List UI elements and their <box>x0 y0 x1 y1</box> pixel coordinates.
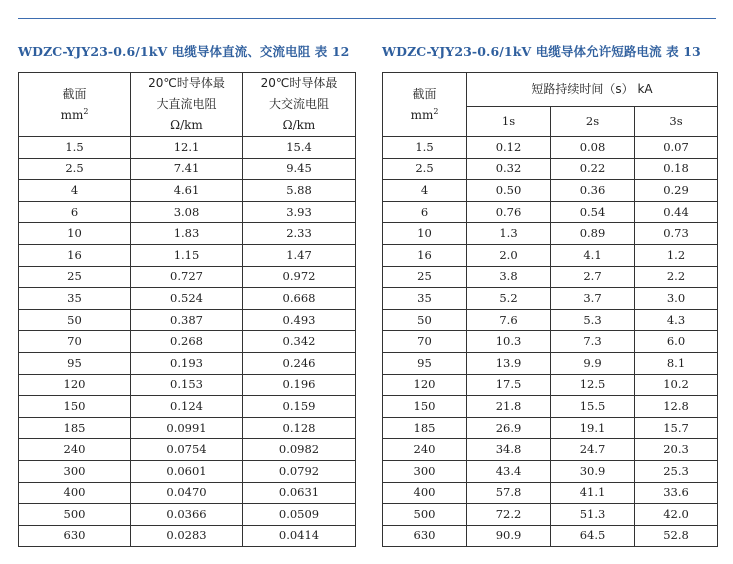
ac-resistance-cell: 0.342 <box>243 331 356 353</box>
table-row <box>19 223 356 245</box>
ac-resistance-cell: 0.972 <box>243 266 356 288</box>
dc-resistance-cell: 3.08 <box>131 201 243 223</box>
section-cell: 240 <box>19 439 131 461</box>
current-1s-cell: 2.0 <box>467 244 551 266</box>
table-row <box>383 460 718 482</box>
dc-header-unit: Ω/km <box>170 118 203 132</box>
section-cell: 6 <box>19 201 131 223</box>
section-cell: 300 <box>383 460 467 482</box>
current-1s-cell: 1.3 <box>467 223 551 245</box>
table-row <box>383 288 718 310</box>
ac-resistance-cell: 5.88 <box>243 180 356 202</box>
resistance-table-body <box>19 137 356 547</box>
dc-resistance-cell: 0.124 <box>131 396 243 418</box>
duration-1s-header: 1s <box>467 107 551 137</box>
table-row <box>19 352 356 374</box>
section-cell: 16 <box>383 244 467 266</box>
table-row <box>383 374 718 396</box>
section-cell: 25 <box>383 266 467 288</box>
table-row <box>19 288 356 310</box>
section-cell: 1.5 <box>19 137 131 159</box>
table-row <box>383 504 718 526</box>
ac-resistance-cell: 15.4 <box>243 137 356 159</box>
table-row <box>19 309 356 331</box>
current-2s-cell: 64.5 <box>551 525 635 547</box>
short-circuit-table-body <box>383 137 718 547</box>
section-header <box>19 73 131 137</box>
table-row <box>383 417 718 439</box>
table-row <box>19 180 356 202</box>
table-row <box>383 180 718 202</box>
table-row <box>383 331 718 353</box>
section-header-label: 截面 <box>412 86 437 101</box>
current-2s-cell: 7.3 <box>551 331 635 353</box>
current-2s-cell: 19.1 <box>551 417 635 439</box>
current-3s-cell: 8.1 <box>635 352 718 374</box>
section-cell: 2.5 <box>383 158 467 180</box>
section-cell: 35 <box>19 288 131 310</box>
section-cell: 300 <box>19 460 131 482</box>
table-12-title: WDZC-YJY23-0.6/1kV 电缆导体直流、交流电阻 表 12 <box>18 44 350 59</box>
current-1s-cell: 43.4 <box>467 460 551 482</box>
section-cell: 400 <box>19 482 131 504</box>
section-cell: 500 <box>383 504 467 526</box>
section-header <box>383 73 467 137</box>
current-3s-cell: 0.73 <box>635 223 718 245</box>
ac-resistance-cell: 1.47 <box>243 244 356 266</box>
table-row <box>19 244 356 266</box>
current-2s-cell: 41.1 <box>551 482 635 504</box>
current-3s-cell: 20.3 <box>635 439 718 461</box>
current-1s-cell: 57.8 <box>467 482 551 504</box>
current-3s-cell: 0.44 <box>635 201 718 223</box>
section-cell: 50 <box>383 309 467 331</box>
current-2s-cell: 24.7 <box>551 439 635 461</box>
dc-resistance-cell: 0.0601 <box>131 460 243 482</box>
current-2s-cell: 2.7 <box>551 266 635 288</box>
table-row <box>19 374 356 396</box>
table-row <box>383 482 718 504</box>
section-cell: 35 <box>383 288 467 310</box>
current-3s-cell: 0.18 <box>635 158 718 180</box>
table-row <box>19 525 356 547</box>
section-unit-sup: 2 <box>433 106 439 116</box>
ac-resistance-cell: 0.0631 <box>243 482 356 504</box>
section-cell: 70 <box>383 331 467 353</box>
table-row <box>383 309 718 331</box>
current-3s-cell: 12.8 <box>635 396 718 418</box>
dc-resistance-cell: 1.15 <box>131 244 243 266</box>
section-cell: 4 <box>19 180 131 202</box>
ac-header-unit: Ω/km <box>282 118 316 132</box>
current-2s-cell: 0.54 <box>551 201 635 223</box>
current-1s-cell: 90.9 <box>467 525 551 547</box>
section-unit <box>61 108 89 122</box>
table-row <box>383 244 718 266</box>
table-row <box>19 266 356 288</box>
current-2s-cell: 4.1 <box>551 244 635 266</box>
section-cell: 120 <box>19 374 131 396</box>
duration-3s-header: 3s <box>635 107 718 137</box>
section-cell: 50 <box>19 309 131 331</box>
current-2s-cell: 51.3 <box>551 504 635 526</box>
section-cell: 95 <box>383 352 467 374</box>
dc-resistance-cell: 12.1 <box>131 137 243 159</box>
dc-resistance-cell: 1.83 <box>131 223 243 245</box>
table-row <box>19 201 356 223</box>
ac-header-line1: 20℃时导体最 <box>260 76 338 90</box>
section-unit-sup: 2 <box>83 106 89 116</box>
ac-resistance-header <box>243 73 356 137</box>
current-3s-cell: 10.2 <box>635 374 718 396</box>
table-row <box>19 460 356 482</box>
duration-group-header: 短路持续时间（s） kA <box>467 73 718 107</box>
table-row <box>19 439 356 461</box>
table-row <box>383 352 718 374</box>
ac-resistance-cell: 0.493 <box>243 309 356 331</box>
section-cell: 150 <box>19 396 131 418</box>
section-cell: 4 <box>383 180 467 202</box>
resistance-table <box>18 72 356 547</box>
ac-resistance-cell: 3.93 <box>243 201 356 223</box>
current-3s-cell: 0.07 <box>635 137 718 159</box>
top-divider <box>18 18 716 19</box>
current-2s-cell: 0.89 <box>551 223 635 245</box>
table-row <box>383 201 718 223</box>
ac-resistance-cell: 0.196 <box>243 374 356 396</box>
current-1s-cell: 13.9 <box>467 352 551 374</box>
dc-resistance-cell: 7.41 <box>131 158 243 180</box>
table-row <box>383 525 718 547</box>
table-row <box>19 331 356 353</box>
current-2s-cell: 0.08 <box>551 137 635 159</box>
section-cell: 185 <box>383 417 467 439</box>
table-row <box>19 504 356 526</box>
dc-resistance-cell: 0.0283 <box>131 525 243 547</box>
dc-resistance-cell: 4.61 <box>131 180 243 202</box>
section-unit <box>411 108 439 122</box>
section-cell: 400 <box>383 482 467 504</box>
ac-resistance-cell: 2.33 <box>243 223 356 245</box>
current-2s-cell: 9.9 <box>551 352 635 374</box>
section-cell: 10 <box>19 223 131 245</box>
ac-resistance-cell: 0.0982 <box>243 439 356 461</box>
current-3s-cell: 33.6 <box>635 482 718 504</box>
table-row <box>383 439 718 461</box>
current-3s-cell: 3.0 <box>635 288 718 310</box>
dc-resistance-cell: 0.524 <box>131 288 243 310</box>
section-cell: 10 <box>383 223 467 245</box>
current-1s-cell: 72.2 <box>467 504 551 526</box>
ac-resistance-cell: 9.45 <box>243 158 356 180</box>
table-row <box>383 137 718 159</box>
ac-resistance-cell: 0.0414 <box>243 525 356 547</box>
current-1s-cell: 17.5 <box>467 374 551 396</box>
section-cell: 1.5 <box>383 137 467 159</box>
ac-resistance-cell: 0.0792 <box>243 460 356 482</box>
dc-resistance-cell: 0.387 <box>131 309 243 331</box>
ac-header-line2: 大交流电阻 <box>268 97 329 111</box>
section-cell: 25 <box>19 266 131 288</box>
current-1s-cell: 7.6 <box>467 309 551 331</box>
table-row <box>19 158 356 180</box>
duration-2s-header: 2s <box>551 107 635 137</box>
section-cell: 630 <box>383 525 467 547</box>
section-cell: 16 <box>19 244 131 266</box>
current-2s-cell: 15.5 <box>551 396 635 418</box>
section-cell: 120 <box>383 374 467 396</box>
section-unit-text: mm <box>60 107 84 122</box>
current-3s-cell: 42.0 <box>635 504 718 526</box>
current-1s-cell: 34.8 <box>467 439 551 461</box>
current-1s-cell: 26.9 <box>467 417 551 439</box>
current-2s-cell: 3.7 <box>551 288 635 310</box>
current-1s-cell: 0.32 <box>467 158 551 180</box>
table-row <box>383 266 718 288</box>
current-3s-cell: 25.3 <box>635 460 718 482</box>
dc-header-line1: 20℃时导体最 <box>148 76 225 90</box>
ac-resistance-cell: 0.0509 <box>243 504 356 526</box>
section-unit-text: mm <box>410 107 434 122</box>
current-1s-cell: 0.50 <box>467 180 551 202</box>
current-1s-cell: 0.76 <box>467 201 551 223</box>
current-2s-cell: 5.3 <box>551 309 635 331</box>
table-row <box>19 396 356 418</box>
ac-resistance-cell: 0.668 <box>243 288 356 310</box>
dc-resistance-cell: 0.727 <box>131 266 243 288</box>
section-cell: 70 <box>19 331 131 353</box>
table-row <box>19 482 356 504</box>
section-cell: 2.5 <box>19 158 131 180</box>
dc-header-line2: 大直流电阻 <box>156 97 217 111</box>
dc-resistance-cell: 0.0470 <box>131 482 243 504</box>
current-2s-cell: 30.9 <box>551 460 635 482</box>
current-3s-cell: 52.8 <box>635 525 718 547</box>
current-1s-cell: 5.2 <box>467 288 551 310</box>
current-1s-cell: 3.8 <box>467 266 551 288</box>
section-cell: 6 <box>383 201 467 223</box>
dc-resistance-cell: 0.0366 <box>131 504 243 526</box>
current-2s-cell: 0.22 <box>551 158 635 180</box>
table-row <box>383 396 718 418</box>
current-3s-cell: 0.29 <box>635 180 718 202</box>
dc-resistance-cell: 0.0754 <box>131 439 243 461</box>
section-cell: 630 <box>19 525 131 547</box>
current-3s-cell: 2.2 <box>635 266 718 288</box>
section-cell: 500 <box>19 504 131 526</box>
current-2s-cell: 0.36 <box>551 180 635 202</box>
current-2s-cell: 12.5 <box>551 374 635 396</box>
current-3s-cell: 6.0 <box>635 331 718 353</box>
current-3s-cell: 1.2 <box>635 244 718 266</box>
section-header-label: 截面 <box>62 86 87 101</box>
section-cell: 150 <box>383 396 467 418</box>
current-1s-cell: 10.3 <box>467 331 551 353</box>
section-cell: 240 <box>383 439 467 461</box>
current-3s-cell: 4.3 <box>635 309 718 331</box>
ac-resistance-cell: 0.246 <box>243 352 356 374</box>
current-1s-cell: 0.12 <box>467 137 551 159</box>
dc-resistance-cell: 0.193 <box>131 352 243 374</box>
table-row <box>383 223 718 245</box>
short-circuit-table <box>382 72 718 547</box>
dc-resistance-header <box>131 73 243 137</box>
current-3s-cell: 15.7 <box>635 417 718 439</box>
section-cell: 95 <box>19 352 131 374</box>
table-row <box>19 417 356 439</box>
section-cell: 185 <box>19 417 131 439</box>
ac-resistance-cell: 0.159 <box>243 396 356 418</box>
current-1s-cell: 21.8 <box>467 396 551 418</box>
dc-resistance-cell: 0.0991 <box>131 417 243 439</box>
table-13-title: WDZC-YJY23-0.6/1kV 电缆导体允许短路电流 表 13 <box>382 44 701 59</box>
dc-resistance-cell: 0.153 <box>131 374 243 396</box>
table-row <box>19 137 356 159</box>
dc-resistance-cell: 0.268 <box>131 331 243 353</box>
ac-resistance-cell: 0.128 <box>243 417 356 439</box>
table-row <box>383 158 718 180</box>
